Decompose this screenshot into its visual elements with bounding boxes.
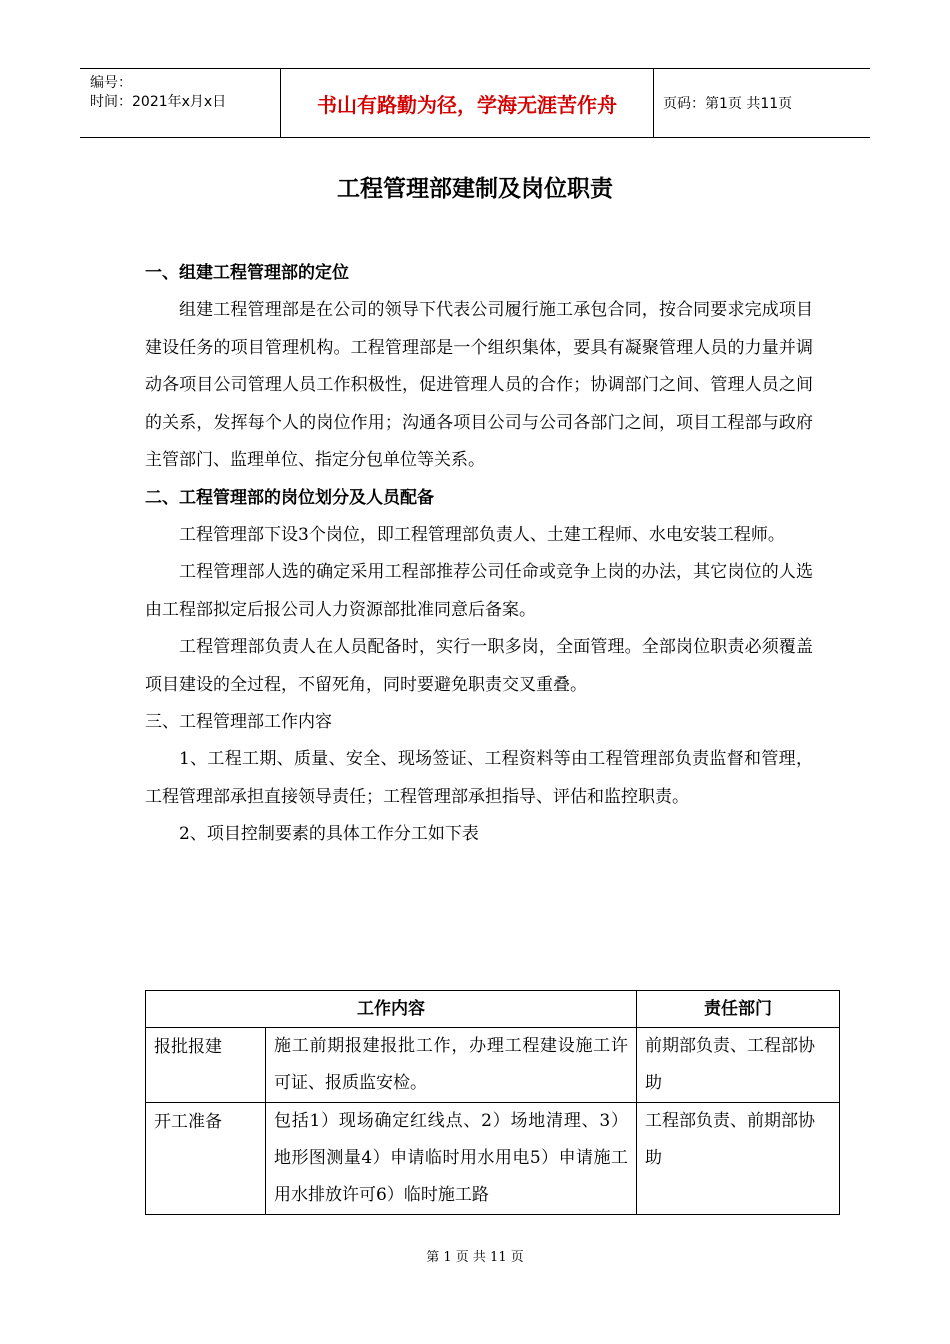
- header-work-content: 工作内容: [146, 991, 637, 1028]
- page-title: 工程管理部建制及岗位职责: [337, 176, 613, 202]
- header-meta: [80, 69, 280, 137]
- row-department: 工程部负责、前期部协助: [637, 1103, 840, 1215]
- header-motto: 书山有路勤为径，学海无涯苦作舟: [280, 69, 654, 137]
- table-header-row: [146, 991, 840, 1028]
- row-description: 包括1）现场确定红线点、2）场地清理、3）地形图测量4）申请临时用水用电5）申请施工用水排放许可6）临时施工路: [266, 1103, 637, 1215]
- paragraph: 工程管理部下设3个岗位，即工程管理部负责人、土建工程师、水电安装工程师。: [179, 524, 785, 545]
- row-description: 施工前期报建报批工作，办理工程建设施工许可证、报质监安检。: [266, 1028, 637, 1103]
- header-number: 编号：: [90, 75, 132, 91]
- header-page-info: 页码：第1页 共11页: [663, 96, 793, 112]
- table-row: [146, 1103, 840, 1215]
- section-heading: 二、工程管理部的岗位划分及人员配备: [145, 487, 434, 508]
- page-footer: 第 1 页 共 11 页: [426, 1250, 524, 1265]
- row-name: 报批报建: [146, 1028, 266, 1103]
- paragraph: 工程管理部负责人在人员配备时，实行一职多岗，全面管理。全部岗位职责必须覆盖项目建设的全过程，不留死角，同时要避免职责交叉重叠。: [145, 637, 813, 695]
- paragraph: 组建工程管理部是在公司的领导下代表公司履行施工承包合同，按合同要求完成项目建设任务的项目管理机构。工程管理部是一个组织集体，要具有凝聚管理人员的力量并调动各项目公司管理人员工作积极性，促进管理人员的合作；协调部门之间、管理人员之间的关系，发挥每个人的岗位作用；沟通各项目公司与公司各部门之间，项目工程部与政府主管部门、监理单位、指定分包单位等关系。: [145, 300, 813, 470]
- paragraph: 1、工程工期、质量、安全、现场签证、工程资料等由工程管理部负责监督和管理，工程管理部承担直接领导责任；工程管理部承担指导、评估和监控职责。: [145, 749, 813, 807]
- table-row: [146, 1028, 840, 1103]
- row-department: 前期部负责、工程部协助: [637, 1028, 840, 1103]
- document-body: [145, 255, 813, 854]
- paragraph: 2、项目控制要素的具体工作分工如下表: [179, 824, 479, 844]
- paragraph: 工程管理部人选的确定采用工程部推荐公司任命或竞争上岗的办法，其它岗位的人选由工程部拟定后报公司人力资源部批准同意后备案。: [145, 562, 813, 620]
- header-responsible-dept: 责任部门: [637, 991, 840, 1028]
- row-name: 开工准备: [146, 1103, 266, 1215]
- header-time: 时间：2021年x月x日: [90, 94, 227, 110]
- section-heading: 一、组建工程管理部的定位: [145, 263, 349, 283]
- section-heading: 三、工程管理部工作内容: [145, 712, 332, 732]
- document-header: [80, 68, 870, 138]
- work-division-table: [145, 990, 840, 1215]
